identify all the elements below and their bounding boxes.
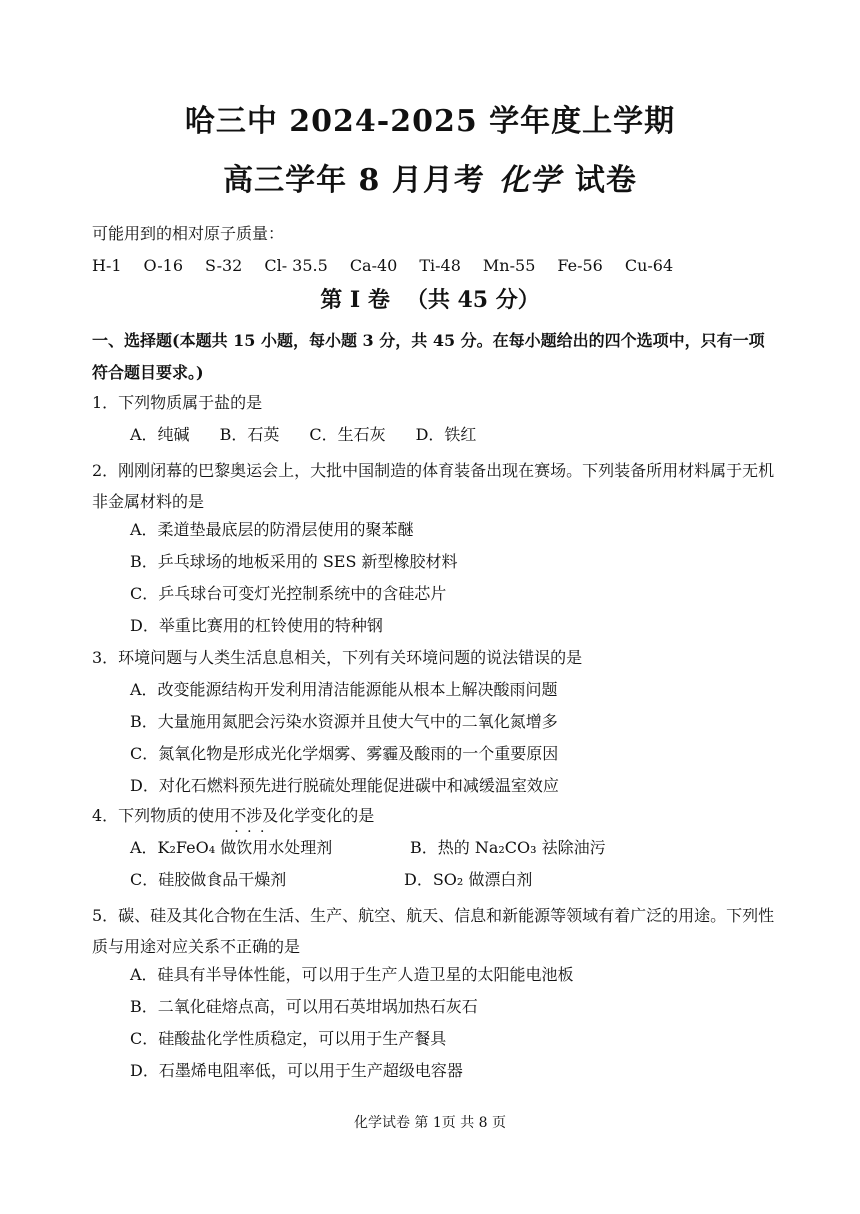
atom-s: S-32 <box>205 256 243 275</box>
atom-ca: Ca-40 <box>349 256 398 275</box>
q2-option-b: B．乒乓球场的地板采用的 SES 新型橡胶材料 <box>130 552 458 571</box>
q1-option-a: A．纯碱 <box>130 425 190 444</box>
q2-option-d: D．举重比赛用的杠铃使用的特种钢 <box>130 616 383 635</box>
subtitle-post: 试卷 <box>574 163 637 198</box>
subject-name: 化学 <box>498 163 561 198</box>
section-heading: 一、选择题(本题共 15 小题，每小题 3 分，共 45 分。在每小题给出的四个选项中，只有一项符合题目要求。) <box>92 331 765 382</box>
q3-option-d: D．对化石燃料预先进行脱硫处理能促进碳中和减缓温室效应 <box>130 776 559 795</box>
volume-heading <box>0 283 860 314</box>
exam-subtitle <box>0 155 860 199</box>
q3-option-a: A．改变能源结构开发利用清洁能源能从根本上解决酸雨问题 <box>130 680 558 699</box>
q1-option-c: C．生石灰 <box>309 425 386 444</box>
atom-fe: Fe-56 <box>557 256 603 275</box>
subtitle-pre: 高三学年 8 月月考 <box>223 163 485 198</box>
q4-stem-emphasis: 不涉及 · · · <box>230 806 278 825</box>
volume-title: 第 I 卷 <box>320 287 390 313</box>
q5-option-b: B．二氧化硅熔点高，可以用石英坩埚加热石灰石 <box>130 997 478 1016</box>
q5-option-c: C．硅酸盐化学性质稳定，可以用于生产餐具 <box>130 1029 447 1048</box>
q4-option-c: C．硅胶做食品干燥剂 <box>130 870 287 889</box>
q1-option-d: D．铁红 <box>415 425 477 444</box>
question-2-stem: 2．刚刚闭幕的巴黎奥运会上，大批中国制造的体育装备出现在赛场。下列装备所用材料属于无机非金属材料的是 <box>92 461 775 511</box>
atom-cl: Cl- 35.5 <box>264 256 328 275</box>
q5-option-d: D．石墨烯电阻率低，可以用于生产超级电容器 <box>130 1061 463 1080</box>
q4-stem-pre: 4．下列物质的使用 <box>92 806 231 825</box>
question-1-options <box>130 423 506 447</box>
atomic-masses-label: 可能用到的相对原子质量： <box>92 224 285 243</box>
q2-option-c: C．乒乓球台可变灯光控制系统中的含硅芯片 <box>130 584 447 603</box>
atom-o: O-16 <box>143 256 184 275</box>
atom-ti: Ti-48 <box>419 256 461 275</box>
question-3-stem: 3．环境问题与人类生活息息相关，下列有关环境问题的说法错误的是 <box>92 648 583 667</box>
volume-score: （共 45 分） <box>405 287 540 313</box>
question-5-stem: 5．碳、硅及其化合物在生活、生产、航空、航天、信息和新能源等领域有着广泛的用途。下列性质与用途对应关系不正确的是 <box>92 906 775 956</box>
q4-stem-post: 化学变化的是 <box>278 806 375 825</box>
q5-option-a: A．硅具有半导体性能，可以用于生产人造卫星的太阳能电池板 <box>130 965 574 984</box>
q3-option-b: B．大量施用氮肥会污染水资源并且使大气中的二氧化氮增多 <box>130 712 558 731</box>
q1-option-b: B．石英 <box>219 425 280 444</box>
q3-option-c: C．氮氧化物是形成光化学烟雾、雾霾及酸雨的一个重要原因 <box>130 744 559 763</box>
atom-cu: Cu-64 <box>624 256 674 275</box>
page-footer: 化学试卷 第 1页 共 8 页 <box>353 1115 507 1131</box>
atom-h: H-1 <box>92 256 122 275</box>
q4-option-a: A．K₂FeO₄ 做饮用水处理剂 <box>130 838 333 857</box>
q4-option-d: D．SO₂ 做漂白剂 <box>404 870 533 889</box>
exam-title: 哈三中 2024-2025 学年度上学期 <box>184 104 676 139</box>
atomic-masses <box>92 218 772 282</box>
atom-mn: Mn-55 <box>482 256 536 275</box>
q4-option-b: B．热的 Na₂CO₃ 祛除油污 <box>410 838 606 857</box>
q2-option-a: A．柔道垫最底层的防滑层使用的聚苯醚 <box>130 520 414 539</box>
question-4-stem <box>92 804 374 828</box>
question-1-stem: 1．下列物质属于盐的是 <box>92 393 263 412</box>
